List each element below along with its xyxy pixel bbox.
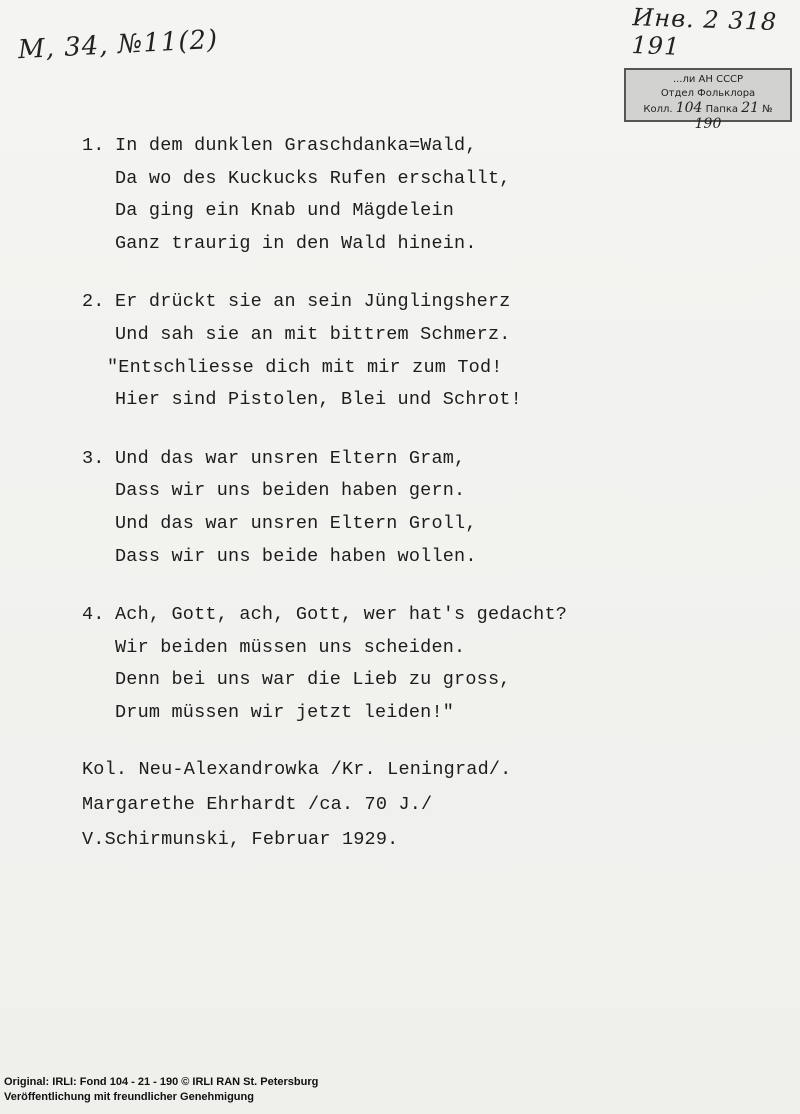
line-text: In dem dunklen Graschdanka=Wald, (115, 135, 477, 156)
stanza-3 (82, 443, 702, 573)
stamp-fond-number: 104 (675, 100, 703, 116)
poem-line (82, 286, 702, 319)
line-text: Er drückt sie an sein Jünglingsherz (115, 291, 511, 313)
stanza-number: 3. (82, 447, 105, 469)
poem-line: Ganz traurig in den Wald hinein. (115, 232, 477, 254)
credit-line-2: Veröffentlichung mit freundlicher Genehmigung (4, 1091, 254, 1103)
poem-line: Denn bei uns war die Lieb zu gross, (115, 669, 511, 691)
poem (82, 130, 702, 756)
stamp-papka-label: Папка (705, 104, 739, 115)
handwritten-inventory-number: Инв. 2 318 191 (631, 3, 778, 61)
stamp-item-number: 190 (694, 116, 722, 132)
poem-line: Und sah sie an mit bittrem Schmerz. (115, 323, 511, 345)
stanza-number: 1. (82, 135, 105, 156)
collection-metadata (82, 752, 511, 857)
poem-line: Und das war unsren Eltern Groll, (115, 512, 477, 534)
archive-stamp (624, 68, 792, 132)
stanza-number: 2. (82, 291, 105, 313)
line-text: Ach, Gott, ach, Gott, wer hat's gedacht? (115, 604, 568, 626)
stamp-number-label: № (762, 104, 773, 115)
place-line: Kol. Neu-Alexandrowka /Kr. Leningrad/. (82, 759, 512, 780)
poem-line: Dass wir uns beide haben wollen. (115, 545, 477, 567)
poem-line: Da ging ein Knab und Mägdelein (115, 200, 455, 222)
stanza-number: 4. (82, 604, 105, 626)
stamp-line-1: ...ли АН СССР (672, 74, 744, 85)
poem-line (82, 443, 702, 476)
stamp-papka-number: 21 (741, 100, 760, 116)
stanza-4 (82, 599, 702, 729)
collector-line: V.Schirmunski, Februar 1929. (82, 829, 399, 850)
poem-line (82, 599, 702, 632)
stamp-line-2: Отдел Фольклора (660, 88, 756, 99)
stamp-collection-label: Колл. (643, 104, 673, 115)
informant-line: Margarethe Ehrhardt /ca. 70 J./ (82, 794, 433, 815)
poem-line: Da wo des Kuckucks Rufen erschallt, (115, 167, 511, 189)
credit-line-1: Original: IRLI: Fond 104 - 21 - 190 © IRLI RAN St. Petersburg (4, 1076, 319, 1088)
poem-line: Dass wir uns beiden haben gern. (115, 480, 466, 502)
poem-line: "Entschliesse dich mit mir zum Tod! (107, 356, 503, 378)
stanza-1 (82, 130, 702, 260)
archive-credit (4, 1075, 318, 1105)
line-text: Und das war unsren Eltern Gram, (115, 447, 466, 469)
poem-line (82, 130, 702, 163)
handwritten-archive-reference: M, 34, №11(2) (17, 24, 219, 66)
poem-line: Drum müssen wir jetzt leiden!" (115, 701, 455, 723)
stamp-line-3 (632, 101, 784, 133)
poem-line: Hier sind Pistolen, Blei und Schrot! (115, 389, 522, 411)
stanza-2 (82, 286, 702, 416)
poem-line: Wir beiden müssen uns scheiden. (115, 636, 466, 658)
